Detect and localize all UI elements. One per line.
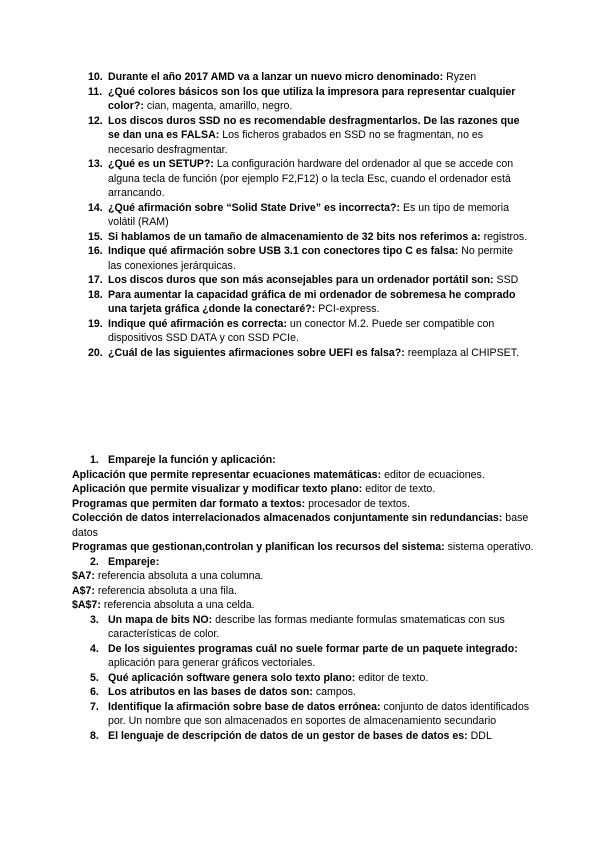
answer-text: aplicación para generar gráficos vectoriales. [108,657,316,669]
list-item [88,114,528,158]
list-item [72,729,542,744]
list-item [88,288,528,317]
item-number: 12. [88,114,103,127]
question-text: ¿Cuál de las siguientes afirmaciones sobre UEFI es falsa?: [108,346,405,359]
answer-text: conjunto de datos identificados por. Un nombre que son almacenados en soportes de almacenamiento secundario [108,700,530,727]
list-item [72,671,542,686]
pair-term: Programas que permiten dar formato a textos: [72,497,306,510]
answer-text: Ryzen [446,71,477,83]
pair-term: Aplicación que permite representar ecuaciones matemáticas: [72,468,382,481]
question-text: Indique qué afirmación es correcta: [108,317,287,330]
pair-answer: editor de texto. [365,483,436,495]
question-text: ¿Qué colores básicos son los que utiliza la impresora para representar cualquier color?: [108,85,516,112]
list-item [88,157,528,201]
item-number: 3. [90,613,99,626]
item-number: 6. [90,686,99,698]
item-number: 8. [90,729,99,742]
list-item [72,700,542,729]
item-number: 18. [88,288,103,301]
answer-text: No permite las conexiones jerárquicas. [108,245,514,272]
item-number: 20. [88,346,103,359]
answer-text: campos. [315,686,356,698]
answer-text: SSD [496,274,519,286]
list-item [72,685,542,700]
item-number: 19. [88,317,103,330]
pair-answer: referencia absoluta a una columna. [97,570,264,582]
question-list-part1 [88,70,528,360]
pair-answer: referencia absoluta a una celda. [103,599,255,611]
item-number: 5. [90,671,99,684]
question-text: Empareje la función y aplicación: [108,454,276,466]
pair-line [72,598,542,613]
list-item [72,613,542,642]
answer-text: La configuración hardware del ordenador al que se accede con alguna tecla de función (por ejemplo F2,F12) o la tecla Esc, cuando el ordenador está arrancando. [108,158,514,199]
pair-answer: sistema operativo. [447,541,534,553]
item-number: 13. [88,158,103,170]
list-item [88,85,528,114]
answer-text: reemplaza al CHIPSET. [407,346,519,359]
item-number: 15. [88,230,103,243]
question-text: ¿Qué es un SETUP?: [108,158,214,170]
question-text: El lenguaje de descripción de datos de un gestor de bases de datos es: [108,729,468,742]
question-list-part2 [72,453,542,743]
pair-answer: procesador de textos. [308,497,410,510]
item-number: 10. [88,71,103,83]
question-text: Un mapa de bits NO: [108,613,213,626]
pair-term: $A7: [72,570,95,582]
question-text: Identifique la afirmación sobre base de datos errónea: [108,700,381,713]
list-item [88,230,528,245]
item-number: 4. [90,642,99,655]
list-item [72,453,542,468]
pair-line [72,511,542,540]
pair-answer: referencia absoluta a una fila. [97,584,237,597]
item-number: 17. [88,274,103,286]
pair-line [72,468,542,483]
list-item [88,346,528,361]
list-item [88,70,528,85]
item-number: 11. [88,85,103,98]
pair-term: Aplicación que permite visualizar y modificar texto plano: [72,483,363,495]
pair-answer: editor de ecuaciones. [384,468,485,481]
pair-line [72,540,542,555]
answer-text: describe las formas mediante formulas smatematicas con sus características de color. [108,613,505,640]
pair-term: Colección de datos interrelacionados almacenados conjuntamente sin redundancias: [72,512,503,524]
question-text: Durante el año 2017 AMD va a lanzar un nuevo micro denominado: [108,71,444,83]
question-text: Los discos duros que son más aconsejables para un ordenador portátil son: [108,274,494,286]
question-text: Los atributos en las bases de datos son: [108,686,313,698]
question-text: Si hablamos de un tamaño de almacenamiento de 32 bits nos referimos a: [108,230,481,243]
pair-term: $A$7: [72,599,101,611]
question-text: De los siguientes programas cuál no suele formar parte de un paquete integrado: [108,642,518,655]
item-number: 7. [90,700,99,713]
pair-term: Programas que gestionan,controlan y planifican los recursos del sistema: [72,541,445,553]
pair-line [72,497,542,512]
answer-text: un conector M.2. Puede ser compatible con dispositivos SSD DATA y con SSD PCIe. [108,317,495,344]
answer-text: registros. [483,230,528,243]
answer-text: Es un tipo de memoria volátil (RAM) [108,201,509,228]
list-item [88,317,528,346]
question-text: Para aumentar la capacidad gráfica de mi ordenador de sobremesa he comprado una tarjeta gráfica ¿donde la conectaré?: [108,288,516,315]
pair-line [72,569,542,584]
list-item [72,555,542,570]
pair-line [72,584,542,599]
pair-term: A$7: [72,584,95,597]
list-item [72,642,542,671]
answer-text: Los ficheros grabados en SSD no se fragmentan, no es necesario desfragmentar. [108,129,484,156]
pair-line [72,482,542,497]
item-number: 14. [88,201,103,214]
pair-answer: base datos [72,512,529,539]
answer-text: DDL [470,729,492,742]
item-number: 16. [88,245,103,257]
answer-text: PCI-express. [318,303,380,315]
question-text: Indique qué afirmación sobre USB 3.1 con conectores tipo C es falsa: [108,245,459,257]
question-text: Los discos duros SSD no es recomendable desfragmentarlos. De las razones que se dan una es FALSA: [108,114,520,141]
question-text: Qué aplicación software genera solo texto plano: [108,671,356,684]
list-item [88,273,528,288]
list-item [88,244,528,273]
item-number: 2. [90,555,99,568]
question-text: Empareje: [108,555,160,568]
list-item [88,201,528,230]
item-number: 1. [90,454,99,466]
question-text: ¿Qué afirmación sobre “Solid State Drive” es incorrecta?: [108,201,401,214]
answer-text: cian, magenta, amarillo, negro. [146,100,293,112]
answer-text: editor de texto. [358,671,429,684]
